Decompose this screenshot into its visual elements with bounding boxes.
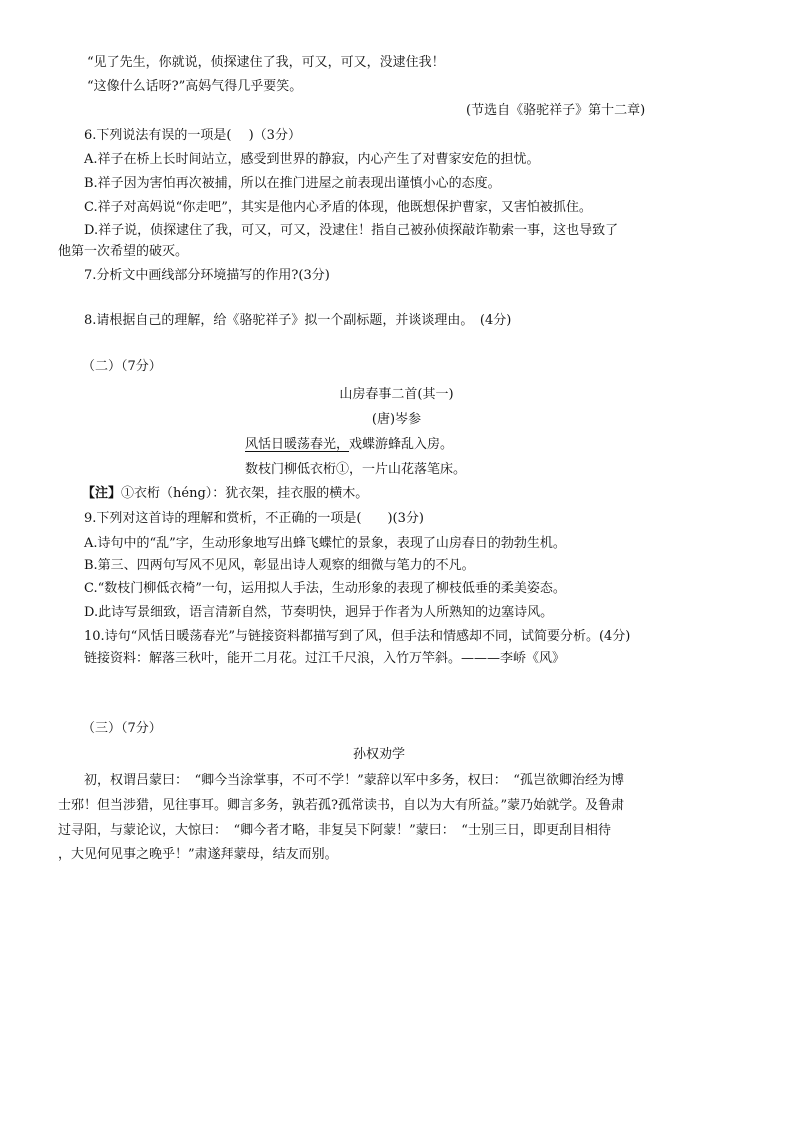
passage-title: 孙权劝学 [353,747,406,762]
question-7-stem: 7.分析文中画线部分环境描写的作用?(3分) [84,268,330,283]
poem-note [82,485,368,503]
question-9-option-c: C.“数枝门柳低衣椅”一句，运用拟人手法，生动形象的表现了柳枝低垂的柔美姿态。 [84,581,566,596]
poem-title: 山房春事二首(其一) [339,387,454,402]
question-9-option-b: B.第三、四两句写风不见风，彰显出诗人观察的细微与笔力的不凡。 [84,558,475,573]
poem-line-1-rest: 戏蝶游蜂乱入房。 [349,437,454,452]
question-6-option-d-line-2: 他第一次希望的破灭。 [58,244,189,259]
section-2-heading: （二）（7分） [82,359,162,374]
poem-line-1 [245,436,453,454]
question-6-option-c: C.祥子对高妈说“你走吧”，其实是他内心矛盾的体现，他既想保护曹家，又害怕被抓住。 [84,200,592,215]
passage-line-4: ，大见何见事之晚乎！”肃遂拜蒙母，结友而别。 [58,847,338,862]
passage-line-2: 士邪！但当涉猎，见往事耳。卿言多务，孰若孤?孤常读书，自以为大有所益。”蒙乃始就学。及鲁肃 [58,798,625,813]
question-8-stem: 8.请根据自己的理解，给《骆驼祥子》拟一个副标题，并谈谈理由。 (4分) [84,313,512,328]
excerpt-line-2: “这像什么话呀?”高妈气得几乎要笑。 [87,79,303,94]
poem-author: (唐)岑参 [371,412,422,427]
question-10-stem: 10.诗句“风恬日暖荡春光”与链接资料都描写到了风，但手法和情感却不同，试简要分析。(4分) [84,629,631,644]
poem-line-1-underlined: 风恬日暖荡春光， [245,437,350,452]
question-9-option-d: D.此诗写景细致，语言清新自然，节奏明快，迥异于作者为人所熟知的边塞诗风。 [84,605,554,620]
passage-line-1: 初，权谓吕蒙曰： “卿今当涂掌事，不可不学！”蒙辞以军中多务，权曰： “孤岂欲卿治经为博 [84,773,624,788]
question-9-option-a: A.诗句中的“乱”字，生动形象地写出蜂飞蝶忙的景象，表现了山房春日的勃勃生机。 [84,536,566,551]
passage-line-3: 过寻阳，与蒙论议，大惊曰： “卿今者才略，非复吴下阿蒙！”蒙曰： “士别三日，即更刮目相待 [58,823,611,838]
poem-note-label: 【注】 [82,486,122,501]
poem-note-text: ①衣桁（héng）：犹衣架，挂衣服的横木。 [121,486,369,501]
question-10-link: 链接资料：解落三秋叶，能开二月花。过江千尺浪，入竹万竿斜。———李峤《风》 [84,651,566,666]
excerpt-line-1: “见了先生，你就说，侦探逮住了我，可又，可又，没逮住我！ [87,55,445,70]
section-3-heading: （三）（7分） [82,721,162,736]
excerpt-source: (节选自《骆驼祥子》第十二章) [466,103,646,118]
poem-line-2: 数枝门柳低衣桁①，一片山花落笔床。 [245,462,467,477]
question-6-option-b: B.祥子因为害怕再次被捕，所以在推门进屋之前表现出谨慎小心的态度。 [84,176,501,191]
question-9-stem: 9.下列对这首诗的理解和赏析，不正确的一项是( )(3分) [84,511,424,526]
question-6-option-a: A.祥子在桥上长时间站立，感受到世界的静寂，内心产生了对曹家安危的担忧。 [84,152,540,167]
question-6-stem: 6.下列说法有误的一项是( )（3分） [84,128,301,143]
question-6-option-d-line-1: D.祥子说，侦探逮住了我，可又，可又，没逮住！指自己被孙侦探敲诈勒索一事，这也导致了 [84,223,619,238]
